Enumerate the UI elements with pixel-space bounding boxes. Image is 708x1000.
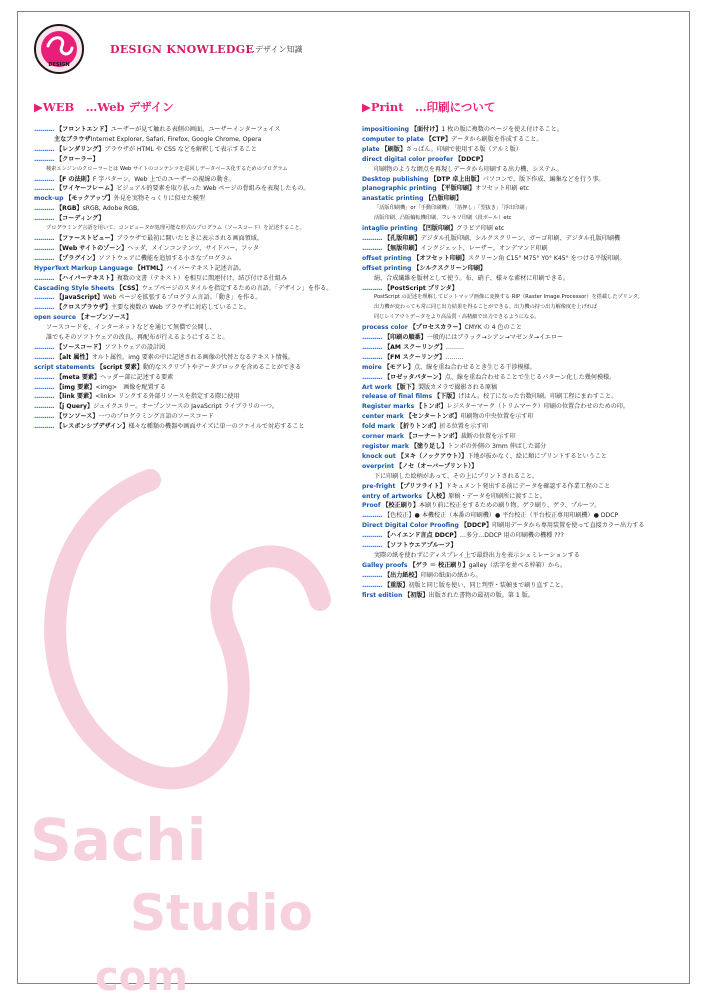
leader-dots: ..........: [362, 334, 383, 342]
term-japanese: 【プリフライト】: [397, 482, 446, 490]
print-glossary-entry: [362, 224, 680, 234]
term-description: デジタル孔版印刷、シルクスクリーン、ガーゴ印刷、デジタル孔版印刷機: [420, 234, 621, 242]
web-glossary-entry: [34, 214, 356, 224]
watermark-swirl-inner: [221, 556, 320, 640]
leader-dots: ..........: [362, 244, 383, 252]
term-description: 様々な種類の機器や画面サイズに単一のファイルで対応すること: [128, 423, 305, 431]
term-english: offset printing: [362, 264, 412, 272]
print-glossary-entry: [362, 293, 680, 303]
term-english: register mark: [362, 443, 409, 450]
term-description: トンボの外側の 3mm 伸ばした部分: [447, 443, 547, 450]
term-description: Web ページを拡張するプログラム言語。「動き」を作る。: [103, 294, 262, 302]
term-japanese: 【オフセット印刷】: [413, 254, 468, 262]
leader-dots: ..........: [362, 373, 383, 381]
term-japanese: 【HTML】: [134, 264, 167, 272]
print-glossary-entry: [362, 323, 680, 333]
term-description: 印刷物のような網点を再現しデータから印刷する出力機、システム。: [374, 165, 563, 173]
term-description: ブラウザで最初に開いたときに表示される画面領域。: [116, 234, 263, 242]
term-english: Desktop publishing: [362, 175, 429, 183]
term-japanese: 【CSS】: [116, 284, 142, 292]
term-english: plate: [362, 145, 380, 153]
leader-dots: ..........: [362, 234, 383, 242]
term-english: impositioning: [362, 126, 410, 133]
leader-dots: ..........: [34, 126, 55, 133]
term-description: 下に印刷した絵柄があって、その上にプリントされること。: [374, 472, 539, 480]
print-glossary-entry: [362, 521, 680, 531]
term-japanese: 【オープンソース】: [77, 314, 132, 322]
term-japanese: 【凹版印刷】: [419, 225, 457, 233]
term-japanese: 【PostScript プリンタ】: [384, 284, 458, 292]
print-glossary-entry: [362, 353, 680, 363]
leader-dots: ..........: [34, 215, 55, 223]
term-description: 出力機が変わっても常に同じ出力結果を得ることができる。出力機の持つ出力解像度を上げれば: [374, 304, 598, 311]
web-glossary-entry: [34, 145, 356, 155]
term-english: computer to plate: [362, 135, 424, 143]
term-english: offset printing: [362, 254, 412, 262]
web-glossary-entry: [34, 224, 356, 234]
term-description: 点、線を重ね合わせることで生じるパターン化した幾何模様。: [444, 373, 616, 381]
web-glossary-entry: [34, 194, 356, 204]
term-japanese: 【JavaScript】: [56, 294, 104, 302]
term-description: ドキュメント発出する前にデータを確認する作業工程のこと: [445, 482, 611, 490]
term-japanese: 【クローラー】: [56, 155, 99, 163]
term-japanese: 【コーディング】: [56, 215, 105, 223]
term-description: 【色校正】● 本機校正（本番の印刷機）● 平台校正（平台校正専用印刷機）● DDCP: [384, 512, 619, 520]
term-english: fold mark: [362, 423, 395, 431]
leader-dots: ..........: [362, 512, 383, 520]
term-description: ハイパーテキスト記述言語。: [166, 264, 246, 272]
print-glossary-entry: [362, 511, 680, 521]
term-description: 点、線を重ね合わせるとき生じる干渉模様。: [413, 363, 536, 371]
term-japanese: 【ソフトウエアプルーフ】: [384, 542, 457, 550]
web-column: [34, 100, 356, 432]
term-japanese: 【折りトンボ】: [396, 423, 440, 431]
term-description: …多分…DDCP 用の印刷機の機種 ???: [459, 532, 564, 540]
term-description: 製版カメラで撮影される原稿: [417, 383, 498, 391]
leader-dots: ..........: [362, 343, 383, 351]
term-japanese: 【DDCP】: [455, 155, 487, 163]
term-japanese: 【ロゼッタパターン】: [384, 373, 445, 381]
term-japanese: 【ワンソース】: [56, 413, 99, 421]
leader-dots: ..........: [34, 234, 55, 242]
term-english: knock out: [362, 452, 396, 460]
print-glossary-entry: [362, 452, 680, 462]
term-description: 実際の紙を使わずにディスプレイ上で最終出力を表示シュミレーションする: [374, 551, 580, 559]
leader-dots: ..........: [34, 155, 55, 163]
watermark-swirl: [55, 480, 239, 778]
print-glossary-entry: [362, 422, 680, 432]
web-glossary-entry: [34, 293, 356, 303]
term-description: <img> 画像を配置する: [95, 383, 166, 391]
term-description: プログラミング言語を用いて、コンピュータが処理可能な形式のプログラム（ソースコード）を記述すること。: [46, 225, 305, 232]
term-description: <link> リンクする外部リソースを指定する際に使用: [95, 393, 240, 401]
print-glossary-entry: [362, 343, 680, 353]
web-glossary-entry: [34, 204, 356, 214]
page-subtitle: …デザイン知識: [247, 45, 303, 54]
print-glossary-entry: [362, 125, 680, 135]
term-description: げはん。校了になった台数印刷。印刷工程にまわすこと。: [458, 393, 618, 401]
term-description: ビジュアル的要素を取り払った Web ページの骨組みを表現したもの。: [116, 185, 310, 193]
term-japanese: 【link 要素】: [56, 393, 96, 401]
term-japanese: 【レスポンシブデザイン】: [56, 423, 129, 431]
print-glossary-entry: [362, 284, 680, 294]
term-english: first edition: [362, 591, 403, 599]
print-section-heading: ▶Print …印刷について: [362, 100, 496, 114]
term-japanese: 【DTP 卓上出版】: [430, 175, 483, 183]
term-japanese: 【AM スクーリング】: [384, 343, 446, 351]
print-glossary-entry: [362, 591, 680, 601]
term-japanese: 【下版】: [434, 393, 459, 401]
web-glossary-entry: [34, 383, 356, 393]
term-description: オルト属性。img 要素の中に記述される画像の代替となるテキスト情報。: [91, 353, 294, 361]
term-japanese: 【j Query】: [56, 403, 94, 411]
print-glossary-entry: [362, 254, 680, 264]
term-japanese: 【シルクスクリーン印刷】: [413, 264, 487, 272]
term-description: 原稿・データを印刷所に渡すこと。: [448, 492, 546, 500]
web-glossary-entry: [34, 264, 356, 274]
term-description: 同じレイアウトデータをより高品質・高精細で出力できるようになる。: [374, 314, 540, 321]
term-description: 外見を実物そっくりに似せた模型: [113, 195, 205, 203]
page-title: DESIGN KNOWLEDGE: [110, 43, 255, 56]
term-description: ウェブページのスタイルを指定するための言語。「デザイン」を作る。: [141, 284, 333, 292]
term-japanese: 主なブラウザ: [54, 135, 91, 143]
print-glossary-entry: [362, 363, 680, 373]
term-description: 動的なスクリプトやデータブロックを含めることができる: [142, 363, 302, 371]
print-glossary-entry: [362, 234, 680, 244]
term-english: mock-up: [34, 195, 64, 203]
print-glossary-entry: [362, 194, 680, 204]
term-japanese: 【レンダリング】: [56, 145, 105, 153]
term-japanese: 【校正刷り】: [382, 502, 419, 510]
term-description: 印刷用データから専用装置を使って直接カラー出力する: [492, 522, 645, 530]
term-english: direct digital color proofer: [362, 155, 454, 163]
web-glossary-entry: [34, 392, 356, 402]
term-japanese: 【出力紙校】: [384, 571, 421, 579]
term-japanese: 【Web サイトのゾーン】: [56, 244, 128, 252]
term-description: オフセット印刷 etc: [475, 185, 529, 193]
print-glossary-entry: [362, 244, 680, 254]
term-japanese: 【DDCP】: [460, 522, 493, 530]
term-description: 誰でもそのソフトウェアの改良、再配布が行えるようにすること。: [46, 334, 229, 342]
term-description: 一つのプログラミング言語のソースコード: [98, 413, 214, 421]
print-glossary-entry: [362, 541, 680, 551]
print-glossary-entry: [362, 175, 680, 185]
leader-dots: ..........: [362, 284, 383, 292]
term-japanese: 【alt 属性】: [56, 353, 92, 361]
term-english: anastatic printing: [362, 195, 424, 203]
print-glossary-entry: [362, 462, 680, 472]
print-glossary-entry: [362, 204, 680, 214]
term-japanese: 【モックアップ】: [65, 195, 114, 203]
term-japanese: 【無版印刷】: [384, 244, 421, 252]
term-japanese: 【重版】: [384, 581, 409, 589]
print-glossary-entry: [362, 303, 680, 313]
print-glossary-entry: [362, 561, 680, 571]
print-glossary-entry: [362, 264, 680, 274]
term-description: レジスターマーク（トリムマーク）印刷の位置合わせのための印。: [446, 403, 629, 411]
leader-dots: ..........: [34, 304, 55, 312]
web-glossary-entry: [34, 402, 356, 412]
term-japanese: 【F の法則】: [56, 175, 93, 183]
leader-dots: ..........: [34, 393, 55, 401]
term-japanese: 【ハイパーテキスト】: [56, 274, 117, 282]
print-glossary-entry: [362, 184, 680, 194]
print-glossary-entry: [362, 214, 680, 224]
term-japanese: 【面付け】: [410, 126, 442, 133]
term-description: 裁断の位置を示す印: [460, 433, 516, 441]
term-description: さっぱん。印刷で使用する版（アルミ版）: [405, 145, 522, 153]
term-japanese: 【プラグイン】: [56, 254, 99, 262]
leader-dots: ..........: [34, 353, 55, 361]
print-glossary-entry: [362, 402, 680, 412]
term-description: ………: [445, 343, 465, 351]
logo-caption: DESIGN: [48, 62, 70, 68]
web-glossary-entry: [34, 422, 356, 432]
term-description: F 字パターン。Web 上でのユーザーの視線の動き。: [92, 175, 235, 183]
web-glossary-entry: [34, 234, 356, 244]
term-japanese: 【プロセスカラー】: [409, 324, 465, 332]
term-description: 活版印刷、凸版輪転機印刷、フレキソ印刷（段ボール）etc: [374, 215, 512, 222]
term-description: ヘッダー部に記述する要素: [100, 373, 174, 381]
term-description: ………: [445, 353, 464, 361]
term-description: 初版と同じ版を使い、同じ判型・装幀まで刷り直すこと。: [408, 581, 567, 589]
print-column: [362, 100, 680, 601]
term-japanese: 【ファーストビュー】: [56, 234, 117, 242]
web-glossary-entry: [34, 155, 356, 165]
web-glossary-entry: [34, 165, 356, 175]
term-english: intaglio printing: [362, 225, 418, 233]
term-description: ブラウザが HTML や CSS などを解釈して表示すること: [104, 145, 257, 153]
print-glossary-entry: [362, 571, 680, 581]
web-glossary-entry: [34, 313, 356, 323]
term-description: galley（活字を並べる枠箱）から。: [468, 561, 567, 569]
term-description: CMYK の 4 色のこと: [464, 324, 522, 332]
print-glossary-entry: [362, 442, 680, 452]
term-english: Galley proofs: [362, 561, 408, 569]
leader-dots: ..........: [34, 413, 55, 421]
term-english: moire: [362, 363, 382, 371]
term-english: Proof: [362, 502, 381, 510]
term-description: 印刷の紙面の紙から。: [420, 571, 482, 579]
term-description: 検索エンジンのクローラーとは Web サイトのコンテンツを巡回しデータベース化するためのプログラム: [46, 165, 288, 172]
print-glossary-entry: [362, 333, 680, 343]
leader-dots: ..........: [34, 403, 55, 411]
web-glossary-entry: [34, 323, 356, 333]
term-description: パソコンで、版下作成、編集などを行う事。: [482, 175, 605, 183]
term-description: 絹、合成繊維を版材として使う。布、硝子、様々な素材に印刷できる。: [374, 274, 569, 282]
term-english: script statements: [34, 363, 95, 371]
web-glossary-entry: [34, 412, 356, 422]
leader-dots: ..........: [34, 175, 55, 183]
leader-dots: ..........: [34, 274, 55, 282]
term-english: open source: [34, 314, 77, 322]
term-japanese: 【ハイエンド言点 DDCP】: [384, 532, 460, 540]
web-glossary-entry: [34, 135, 356, 145]
leader-dots: ..........: [34, 205, 55, 213]
term-japanese: 【ヌキ（ノックアウト）】: [397, 452, 468, 460]
print-glossary-entry: [362, 135, 680, 145]
term-japanese: 【クロスブラウザ】: [56, 304, 111, 312]
web-glossary-entry: [34, 303, 356, 313]
term-english: planographic printing: [362, 185, 437, 193]
term-english: overprint: [362, 462, 395, 470]
web-glossary-entry: [34, 353, 356, 363]
term-description: 本刷り前に校正をするための刷り物。ゲラ刷り、ゲラ、プルーフ。: [419, 502, 601, 510]
term-japanese: 【ゲラ ＝ 校正刷り】: [409, 561, 469, 569]
web-glossary-entry: [34, 244, 356, 254]
term-japanese: 【凸版印刷】: [425, 195, 462, 203]
term-japanese: 【CTP】: [425, 135, 452, 143]
term-japanese: 【meta 要素】: [56, 373, 101, 381]
sachi-logo: [32, 22, 86, 76]
print-glossary-entry: [362, 501, 680, 511]
term-description: 主要な複数の Web ブラウザに対応していること。: [110, 304, 250, 312]
leader-dots: ..........: [34, 185, 55, 193]
print-glossary-entry: [362, 392, 680, 402]
leader-dots: ..........: [362, 353, 383, 361]
web-glossary-entry: [34, 343, 356, 353]
term-japanese: 【ソースコード】: [56, 343, 105, 351]
print-glossary-entry: [362, 313, 680, 323]
term-english: entry of artworks: [362, 492, 422, 500]
term-japanese: 【孔版印刷】: [384, 234, 421, 242]
term-japanese: 【印刷の順番】: [384, 334, 427, 342]
leader-dots: ..........: [34, 373, 55, 381]
web-glossary-entry: [34, 373, 356, 383]
term-english: corner mark: [362, 433, 404, 441]
term-japanese: 【img 要素】: [56, 383, 96, 391]
term-description: PostScript の記述を理解してビットマップ画像に変換する RIP（Raster Image Processor）を搭載したプリンタ。: [374, 294, 643, 301]
print-glossary-entry: [362, 551, 680, 561]
term-description: データから刷版を作成すること。: [451, 135, 543, 143]
leader-dots: ..........: [34, 343, 55, 351]
web-section-heading: ▶WEB …Web デザイン: [34, 100, 174, 114]
leader-dots: ..........: [34, 383, 55, 391]
web-glossary-entry: [34, 175, 356, 185]
term-description: ユーザーが見て触れる表側の画面、ユーザーインターフェイス: [110, 126, 281, 133]
leader-dots: ..........: [34, 294, 55, 302]
term-english: center mark: [362, 413, 404, 421]
term-japanese: 【初版】: [404, 591, 429, 599]
term-english: process color: [362, 324, 408, 332]
term-description: ジェイクエリー。オープンソースの JavaScript ライブラリの一つ。: [93, 403, 278, 411]
print-glossary-entry: [362, 581, 680, 591]
term-english: Cascading Style Sheets: [34, 284, 115, 292]
watermark-text-line3: com: [95, 954, 188, 1000]
print-glossary-entry: [362, 472, 680, 482]
term-description: Internet Explorer, Safari, Firefox, Google Chrome, Opera: [90, 135, 262, 143]
term-description: 下地が抜かなく、絵に順にプリントするということ: [467, 452, 608, 460]
print-glossary-entry: [362, 492, 680, 502]
term-description: グラビア印刷 etc: [456, 225, 505, 233]
leader-dots: ..........: [362, 581, 383, 589]
print-glossary-entry: [362, 412, 680, 422]
term-japanese: 【モアレ】: [383, 363, 414, 371]
leader-dots: ..........: [362, 571, 383, 579]
term-japanese: 【ワイヤーフレーム】: [56, 185, 117, 193]
web-glossary-entry: [34, 274, 356, 284]
leader-dots: ..........: [362, 542, 383, 550]
term-description: 1 枚の版に複数のページを使え付けること。: [441, 126, 563, 133]
term-description: ヘッダ、メインコンテンツ、サイドバー、フッタ: [127, 244, 260, 252]
web-glossary-entry: [34, 363, 356, 373]
print-glossary-entry: [362, 432, 680, 442]
leader-dots: ..........: [34, 145, 55, 153]
web-glossary-entry: [34, 184, 356, 194]
print-glossary-entry: [362, 165, 680, 175]
term-japanese: 【センタートンボ】: [405, 413, 461, 421]
term-english: HyperText Markup Language: [34, 264, 133, 272]
term-description: 「活版印刷機」or「手動印刷機」 「箔押し」「型抜き」「浮出印刷」: [374, 205, 530, 212]
term-english: release of final films: [362, 393, 433, 401]
print-glossary-entry: [362, 274, 680, 284]
web-glossary-entry: [34, 284, 356, 294]
print-glossary-entry: [362, 155, 680, 165]
term-description: インクジェット、レーザー、オンデマンド印刷: [420, 244, 548, 252]
term-description: 複数の文書（テキスト）を相互に関連付け、結び付ける仕組み: [116, 274, 288, 282]
term-japanese: 【版下】: [393, 383, 418, 391]
term-description: 一般的にはブラック→シアン→マゼンタ→イエロー: [426, 334, 564, 342]
print-glossary-entry: [362, 383, 680, 393]
leader-dots: ..........: [362, 532, 383, 540]
web-glossary-entry: [34, 254, 356, 264]
leader-dots: ..........: [34, 244, 55, 252]
term-description: 出版された書物の最初の版。第 1 版。: [428, 591, 534, 599]
print-glossary-entry: [362, 145, 680, 155]
term-description: ソフトウェアの設計図: [104, 343, 166, 351]
term-english: Art work: [362, 383, 392, 391]
term-japanese: 【トンボ】: [416, 403, 447, 411]
leader-dots: ..........: [34, 254, 55, 262]
term-description: ソフトウェアに機能を追加する小さなプログラム: [98, 254, 233, 262]
web-glossary-entry: [34, 333, 356, 343]
leader-dots: ..........: [34, 423, 55, 431]
term-japanese: 【script 要素】: [96, 363, 143, 371]
term-description: 折る位置を示す印: [439, 423, 489, 431]
term-description: sRGB, Adobe RGB,: [82, 205, 140, 213]
term-japanese: 【塗り足し】: [410, 443, 448, 450]
web-glossary-entry: [34, 125, 356, 135]
watermark-text-line1: Sachi: [30, 806, 207, 874]
term-japanese: 【フロントエンド】: [56, 126, 111, 133]
term-japanese: 【ノセ（オーバープリント）】: [395, 462, 478, 470]
term-description: 印刷物の中央位置を示す印: [460, 413, 534, 421]
term-japanese: 【RGB】: [56, 205, 83, 213]
term-description: スクリーン角 C15° M75° Y0° K45° をつける平版印刷。: [467, 254, 626, 262]
term-english: Register marks: [362, 403, 415, 411]
term-english: pre-fright: [362, 482, 396, 490]
print-glossary-entry: [362, 482, 680, 492]
term-japanese: 【入校】: [423, 492, 449, 500]
print-glossary-entry: [362, 373, 680, 383]
print-glossary-entry: [362, 531, 680, 541]
term-description: ソースコードを、インターネットなどを通じて無償で公開し、: [46, 324, 216, 332]
term-english: Direct Digital Color Proofing: [362, 522, 459, 530]
term-japanese: 【平版印刷】: [438, 185, 476, 193]
term-japanese: 【FM スクーリング】: [384, 353, 446, 361]
term-japanese: 【コーナートンボ】: [405, 433, 461, 441]
term-japanese: 【刷版】: [381, 145, 406, 153]
watermark-text-line2: Studio: [130, 884, 313, 942]
